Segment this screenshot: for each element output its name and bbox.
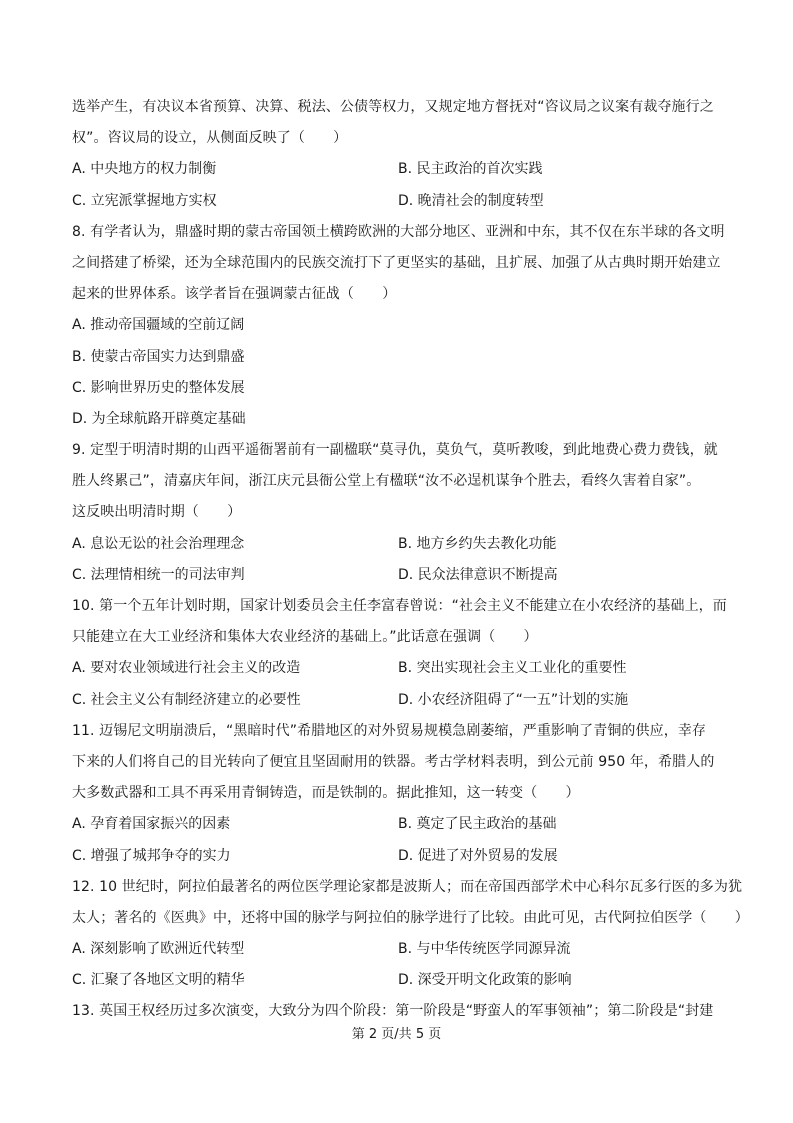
option-a: A. 要对农业领域进行社会主义的改造 <box>72 660 301 677</box>
option-d: D. 小农经济阻碍了“一五”计划的实施 <box>398 691 629 708</box>
question-text-line: 9. 定型于明清时期的山西平遥衙署前有一副楹联“莫寻仇，莫负气，莫听教唆，到此地费心费力费钱，就 <box>72 442 718 459</box>
exam-page-content <box>72 92 749 1028</box>
question-text-line: 权”。咨议局的设立，从侧面反映了（ ） <box>72 130 348 147</box>
option-d: D. 为全球航路开辟奠定基础 <box>72 410 246 427</box>
option-a: A. 深刻影响了欧洲近代转型 <box>72 941 245 958</box>
option-d: D. 民众法律意识不断提高 <box>398 566 558 583</box>
question-8 <box>72 217 724 435</box>
question-text-line: 11. 迈锡尼文明崩溃后，“黑暗时代”希腊地区的对外贸易规模急剧萎缩，严重影响了青铜的供应，幸存 <box>72 722 707 739</box>
option-b: B. 民主政治的首次实践 <box>398 161 543 178</box>
options-row <box>72 529 724 560</box>
option-a: A. 中央地方的权力制衡 <box>72 161 217 178</box>
option-b: B. 使蒙古帝国实力达到鼎盛 <box>72 348 245 365</box>
option-c: C. 增强了城邦争夺的实力 <box>72 847 231 864</box>
question-12 <box>72 872 749 997</box>
question-text-line: 这反映出明清时期（ ） <box>72 504 242 521</box>
options-row <box>72 653 724 684</box>
question-13 <box>72 996 724 1027</box>
option-a: A. 孕育着国家振兴的因素 <box>72 816 231 833</box>
question-text-line: 下来的人们将自己的目光转向了便宜且坚固耐用的铁器。考古学材料表明，到公元前 950 年，希腊人的 <box>72 753 715 770</box>
options-row <box>72 841 724 872</box>
option-b: B. 突出实现社会主义工业化的重要性 <box>398 660 627 677</box>
options-row <box>72 685 724 716</box>
option-d: D. 深受开明文化政策的影响 <box>398 972 572 989</box>
option-c: C. 立宪派掌握地方实权 <box>72 192 217 209</box>
option-b: B. 与中华传统医学同源异流 <box>398 941 571 958</box>
options-row <box>72 154 724 185</box>
question-text-line: 之间搭建了桥梁，还为全球范围内的民族交流打下了更坚实的基础，且扩展、加强了从古典时期开始建立 <box>72 254 721 271</box>
option-a: A. 息讼无讼的社会治理理念 <box>72 535 245 552</box>
option-c: C. 汇聚了各地区文明的精华 <box>72 972 245 989</box>
option-a: A. 推动帝国疆域的空前辽阔 <box>72 317 245 334</box>
options-row <box>72 965 724 996</box>
option-c: C. 影响世界历史的整体发展 <box>72 379 245 396</box>
option-d: D. 促进了对外贸易的发展 <box>398 847 558 864</box>
option-c: C. 社会主义公有制经济建立的必要性 <box>72 691 301 708</box>
question-text-line: 8. 有学者认为，鼎盛时期的蒙古帝国领土横跨欧洲的大部分地区、亚洲和中东，其不仅在东半球的各文明 <box>72 223 725 240</box>
question-text-line: 12. 10 世纪时，阿拉伯最著名的两位医学理论家都是波斯人；而在帝国西部学术中心科尔瓦多行医的多为犹 <box>72 878 743 895</box>
option-b: B. 地方乡约失去教化功能 <box>398 535 557 552</box>
question-7-continuation <box>72 92 724 217</box>
options-row <box>72 186 724 217</box>
question-text-line: 13. 英国王权经历过多次演变，大致分为四个阶段：第一阶段是“野蛮人的军事领袖”；第二阶段是“封建 <box>72 1003 714 1020</box>
question-text-line: 胜人终累己”，清嘉庆年间，浙江庆元县衙公堂上有楹联“汝不必逞机谋争个胜去，看终久害着自家”。 <box>72 473 701 490</box>
question-text-line: 大多数武器和工具不再采用青铜铸造，而是铁制的。据此推知，这一转变（ ） <box>72 785 580 802</box>
option-c: C. 法理情相统一的司法审判 <box>72 566 245 583</box>
options-row <box>72 809 724 840</box>
question-9 <box>72 435 724 591</box>
page-number-footer: 第 2 页/共 5 页 <box>351 1027 442 1042</box>
question-text-line: 起来的世界体系。该学者旨在强调蒙古征战（ ） <box>72 286 397 303</box>
options-row <box>72 560 724 591</box>
options-row <box>72 934 724 965</box>
question-text-line: 只能建立在大工业经济和集体大农业经济的基础上。”此话意在强调（ ） <box>72 629 538 646</box>
question-text-line: 选举产生，有决议本省预算、决算、税法、公债等权力，又规定地方督抚对“咨议局之议案有裁夺施行之 <box>72 99 714 115</box>
question-text-line: 10. 第一个五年计划时期，国家计划委员会主任李富春曾说：“社会主义不能建立在小农经济的基础上，而 <box>72 598 727 614</box>
question-text-line: 太人；著名的《医典》中，还将中国的脉学与阿拉伯的脉学进行了比较。由此可见，古代阿拉伯医学（ ） <box>72 909 749 926</box>
option-d: D. 晚清社会的制度转型 <box>398 192 544 209</box>
question-11 <box>72 716 724 872</box>
option-b: B. 奠定了民主政治的基础 <box>398 816 557 833</box>
question-10 <box>72 591 727 716</box>
